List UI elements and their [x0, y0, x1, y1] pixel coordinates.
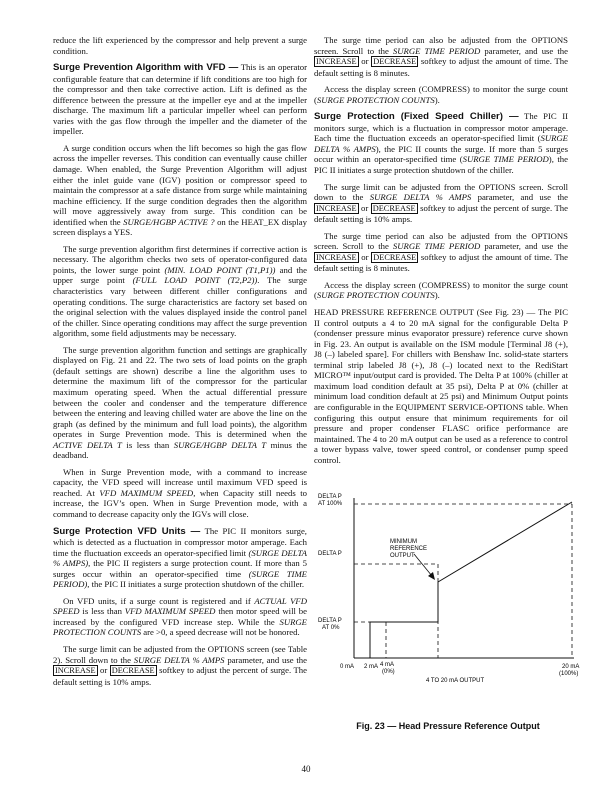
- min-ref-arrow: [414, 554, 432, 576]
- increase-softkey: INCREASE: [316, 57, 357, 67]
- paragraph: The surge limit can be adjusted from the OPTIONS screen (see Table 2). Scroll down to the SURGE DELTA % AMPS parameter, and use the INCREASE or DECREASE softkey to adjust the percent of surge. The default setting is 10% amps.: [53, 643, 307, 687]
- label-output: OUTPUT: [390, 553, 415, 559]
- paragraph: reduce the lift experienced by the compressor and help prevent a surge condition.: [53, 35, 307, 56]
- tick-4ma-pct: (0%): [382, 669, 395, 675]
- paragraph: A surge condition occurs when the lift becomes so high the gas flow across the impeller reverses. This condition can eventually cause chiller damage. When enabled, the Surge Prevention Algorithm will adjust either the inlet guide vane (IGV) position or compressor speed to maintain the compressor at a safe distance from surge while maintaining machine efficiency. If the surge condition degrades then the algorithm will move aggressively away from surge. This condition can be identified when the SURGE/HGBP ACTIVE ? on the HEAT_EX display screen displays a YES.: [53, 142, 307, 238]
- tick-2ma: 2 mA: [364, 664, 379, 670]
- figure-23: [314, 490, 590, 730]
- paragraph: Access the display screen (COMPRESS) to monitor the surge count (SURGE PROTECTION COUNTS).: [314, 84, 568, 105]
- section-heading: Surge Protection VFD Units —: [53, 525, 201, 537]
- decrease-softkey: DECREASE: [372, 203, 416, 213]
- paragraph: The surge time period can also be adjusted from the OPTIONS screen. Scroll to the SURGE TIME PERIOD parameter, and use the INCREASE or DECREASE softkey to adjust the amount of time. The default setting is 8 minutes.: [314, 230, 568, 274]
- head-pressure-diagram: [314, 490, 590, 720]
- paragraph: Access the display screen (COMPRESS) to monitor the surge count (SURGE PROTECTION COUNTS).: [314, 279, 568, 301]
- paragraph: Surge Prevention Algorithm with VFD — This is an operator configurable feature that can determine if lift conditions are too high for the compressor and then take corrective action. Lift is defined as the difference between the pressure at the impeller eye and at the impeller discharge. The maximum lift a particular impeller wheel can perform varies with the gas flow through the impeller and the diameter of the impeller.: [53, 62, 307, 137]
- paragraph: HEAD PRESSURE REFERENCE OUTPUT (See Fig. 23) — The PIC II control outputs a 4 to 20 mA signal for the configurable Delta P (condenser pressure minus evaporator pressure) reference curve shown in Fig. 23. An output is available on the ISM module [Terminal J8 (+), J8 (–) labeled spare]. For chillers with Benshaw Inc. solid-state starters terminal strip labeled J8 (+), J8 (–) located next to the RediStart MICRO™ input/output card is provided. The Delta P at 100% (chiller at maximum load condition default at 35 psi), Delta P at 0% (chiller at minimum load condition default at 25 psi) and Minimum Output points are configurable in the EQUIPMENT SERVICE-OPTIONS table. When configuring this output ensure that minimum requirements for oil pressure and proper condenser FLASC orifice performance are maintained. The 4 to 20 mA output can be used as a reference to control a tower bypass valve, tower speed control, or condenser pump speed control.: [314, 307, 568, 465]
- page-number: 40: [301, 764, 311, 774]
- label-delta-p-0-b: AT 0%: [322, 625, 340, 631]
- label-delta-p-100: DELTA P: [318, 494, 342, 500]
- left-column: [53, 35, 307, 693]
- tick-0ma: 0 mA: [340, 664, 355, 670]
- increase-softkey: INCREASE: [55, 666, 96, 676]
- tick-20ma: 20 mA: [562, 664, 580, 670]
- label-delta-p-100-b: AT 100%: [318, 501, 343, 507]
- paragraph: The surge limit can be adjusted from the OPTIONS screen. Scroll down to the SURGE DELTA % AMPS parameter, and use the INCREASE or DECREASE softkey to adjust the percent of surge. The default setting is 10% amps.: [314, 181, 568, 225]
- figure-caption: Fig. 23 — Head Pressure Reference Output: [356, 721, 540, 731]
- paragraph: Surge Protection VFD Units — The PIC II monitors surge, which is detected as a fluctuation in compressor motor amperage. Each time the fluctuation exceeds an operator-specified limit (SURGE DELTA % AMPS), the PIC II registers a surge protection count. If more than 5 surges occur within an operator-specified time (SURGE TIME PERIOD), the PIC II initiates a surge protection shutdown of the chiller.: [53, 525, 307, 590]
- paragraph: The surge prevention algorithm first determines if corrective action is necessary. The algorithm checks two sets of operator-configured data points, the lower surge point (MIN. LOAD POINT (T1,P1)) and the upper surge point (FULL LOAD POINT (T2,P2)). The surge characteristics vary between different chiller configurations and operating conditions. The surge characteristics are factory set based on the original selection with the values displayed inside the control panel of the chiller. Since operating conditions may affect the surge prevention algorithm, some field adjustments may be necessary.: [53, 243, 308, 339]
- section-heading: Surge Prevention Algorithm with VFD —: [53, 62, 239, 74]
- decrease-softkey: DECREASE: [373, 252, 417, 262]
- paragraph: On VFD units, if a surge count is registered and if ACTUAL VFD SPEED is less than VFD MAXIMUM SPEED then motor speed will be increased by the configured VFD increase step. While the SURGE PROTECTION COUNTS are >0, a speed decrease will not be honored.: [53, 595, 307, 638]
- paragraph: Surge Protection (Fixed Speed Chiller) — The PIC II monitors surge, which is a fluctuation in compressor motor amperage. Each time the fluctuation exceeds an operator-specified limit (SURGE DELTA % AMPS), the PIC II counts the surge. If more than 5 surges occur within an operator-specified time (SURGE TIME PERIOD), the PIC II initiates a surge protection shutdown of the chiller.: [314, 111, 569, 176]
- reference-output-curve: [370, 502, 572, 658]
- label-delta-p: DELTA P: [318, 551, 342, 557]
- label-minimum: MINIMUM: [390, 539, 417, 545]
- paragraph: When in Surge Prevention mode, with a command to increase capacity, the VFD speed will increase until maximum VFD speed is reached. At VFD MAXIMUM SPEED, when Capacity still needs to increase, the IGV’s open. When in Surge Prevention mode, with a command to decrease capacity only the IGVs will close.: [53, 466, 307, 519]
- paragraph: The surge prevention algorithm function and settings are graphically displayed on Fig. 21 and 22. The two sets of load points on the graph (default settings are shown) describe a line the algorithm uses to determine the maximum lift of the compressor for the particular maximum operating speed. When the actual differential pressure between the cooler and condenser and the temperature difference between the entering and leaving chilled water are above the line on the graph (as defined by the minimum and full load points), the algorithm operates in Surge Prevention mode. This is determined when the ACTIVE DELTA T is less than SURGE/HGBP DELTA T minus the deadband.: [53, 344, 307, 461]
- section-heading: Surge Protection (Fixed Speed Chiller) —: [314, 111, 519, 123]
- increase-softkey: INCREASE: [316, 203, 357, 213]
- x-axis-label: 4 TO 20 mA OUTPUT: [426, 678, 485, 684]
- arrow-head: [428, 572, 435, 580]
- right-column: [314, 35, 568, 471]
- increase-softkey: INCREASE: [316, 252, 357, 262]
- decrease-softkey: DECREASE: [111, 666, 155, 676]
- tick-4ma: 4 mA: [380, 662, 395, 668]
- paragraph: The surge time period can also be adjusted from the OPTIONS screen. Scroll to the SURGE TIME PERIOD parameter, and use the INCREASE or DECREASE softkey to adjust the amount of time. The default setting is 8 minutes.: [314, 35, 568, 78]
- label-reference: REFERENCE: [390, 546, 428, 552]
- tick-20ma-pct: (100%): [559, 671, 579, 677]
- decrease-softkey: DECREASE: [373, 57, 417, 67]
- label-delta-p-0: DELTA P: [318, 618, 342, 624]
